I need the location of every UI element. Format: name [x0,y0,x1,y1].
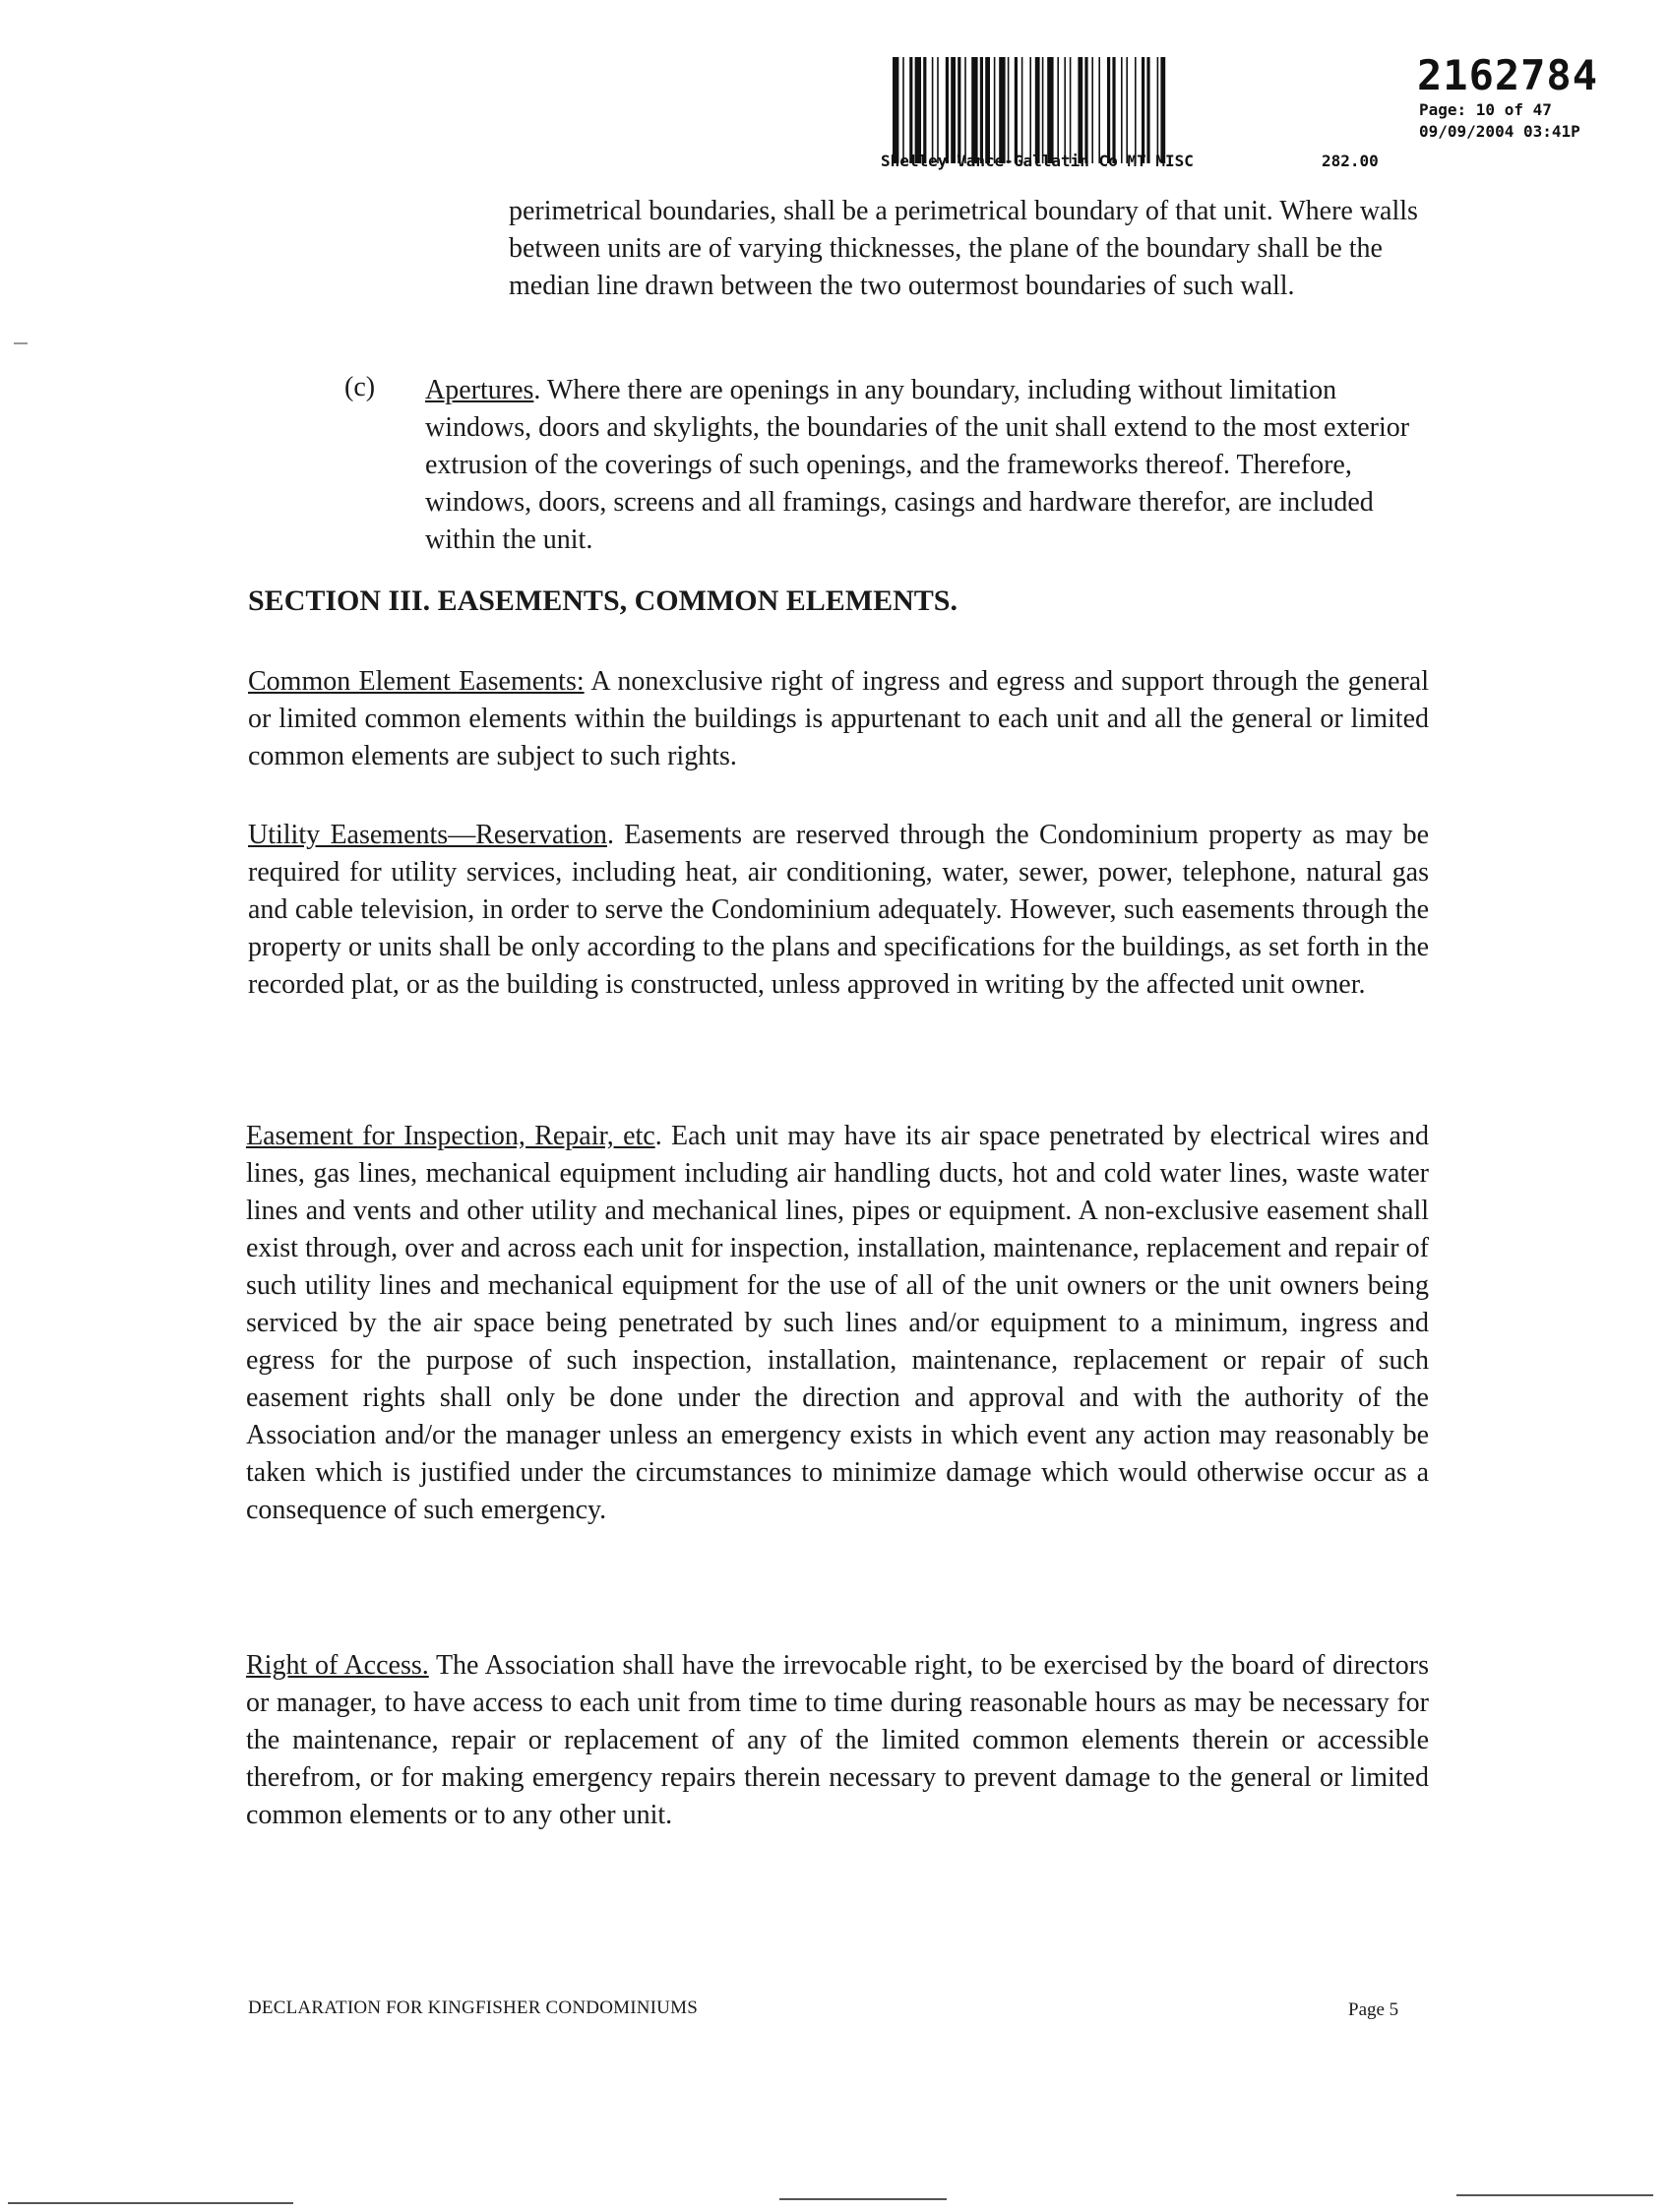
recording-stamp [881,47,1648,175]
barcode-bar [932,57,934,163]
item-c-text: . Where there are openings in any boundary, including without limitation windows, doors and skylights, the boundaries of the unit shall extend to the most exterior extrusion of the coverings of such openings, and the frameworks thereof. Therefore, windows, doors, screens and all framings, casings and hardware therefor, are included within the unit. [425,375,1410,555]
barcode-bar [1064,57,1066,163]
scan-mark [14,342,28,344]
barcode-bar [1126,57,1128,163]
item-c-label: (c) [344,372,376,402]
recording-datetime: 09/09/2004 03:41P [1419,122,1580,141]
paragraph-utility-easements [248,817,1429,1004]
barcode-bar [1008,57,1010,163]
paragraph-right-of-access [246,1647,1429,1834]
barcode-bar [958,57,960,163]
barcode-bar [1135,57,1137,163]
barcode-bar [1015,57,1018,163]
barcode-bar [1029,57,1031,163]
paragraph-common-element-easements [248,663,1429,775]
barcode-bar [1035,57,1040,163]
barcode-bar [980,57,983,163]
barcode-bar [985,57,990,163]
paragraph-easement-inspection [246,1118,1429,1529]
document-number: 2162784 [1417,51,1599,99]
barcode-bar [1146,57,1149,163]
barcode-bar [909,57,912,163]
scan-line [779,2198,947,2200]
barcode-bar [915,57,921,163]
footer-page-number: Page 5 [1348,1999,1399,2020]
barcode-bar [1098,57,1100,163]
barcode-bar [937,57,939,163]
barcode-bar [1142,57,1144,163]
recorder-name: Shelley Vance-Gallatin Co MT MISC [881,152,1194,170]
paragraph-text: A nonexclusive right of ingress and egress and support through the general or limited common elements within the buildings is appurtenant to each unit and all the general or limited common elements are subject to such rights. [248,666,1429,771]
barcode-bar [1121,57,1123,163]
barcode-bar [1078,57,1082,163]
barcode [893,57,1404,163]
barcode-bar [1057,57,1059,163]
barcode-bar [964,57,966,163]
item-c-title: Apertures [425,375,534,405]
barcode-bar [893,57,898,163]
barcode-bar [902,57,904,163]
barcode-bar [1112,57,1115,163]
barcode-bar [971,57,977,163]
paragraph-title: Utility Easements—Reservation [248,820,607,850]
paragraph-text: . Easements are reserved through the Condominium property as may be required for utility services, including heat, air conditioning, water, sewer, power, telephone, natural gas and cable television, in order to serve the Condominium adequately. However, such easements through the property or units shall be only according to the plans and specifications for the buildings, as set forth in the recorded plat, or as the building is constructed, unless approved in writing by the affected unit owner. [248,820,1429,1000]
paragraph-title: Easement for Inspection, Repair, etc [246,1121,655,1151]
paragraph-title: Right of Access. [246,1650,429,1681]
item-c-apertures [425,372,1429,559]
barcode-bar [1047,57,1053,163]
paragraph-text: . Each unit may have its air space penetrated by electrical wires and lines, gas lines, mechanical equipment including air handling ducts, hot and cold water lines, waste water lines and vents and other utility and mechanical lines, pipes or equipment. A non-exclusive easement shall exist through, over and across each unit for inspection, installation, maintenance, replacement and repair of such utility lines and mechanical equipment for the use of all of the unit owners or the unit owners being serviced by the air space being penetrated by such lines and/or equipment to a minimum, ingress and egress for the purpose of such inspection, installation, maintenance, replacement or repair of such easement rights shall only be done under the direction and approval and with the authority of the Association and/or the manager unless an emergency exists in which event any action may reasonably be taken which is justified under the circumstances to minimize damage which would otherwise occur as a consequence of such emergency. [246,1121,1429,1525]
scan-line [1456,2194,1653,2196]
barcode-bar [946,57,949,163]
barcode-bar [1042,57,1044,163]
barcode-bar [1070,57,1072,163]
scan-line [8,2202,293,2204]
barcode-bar [999,57,1005,163]
footer-document-title: DECLARATION FOR KINGFISHER CONDOMINIUMS [248,1997,698,2018]
continued-paragraph: perimetrical boundaries, shall be a perimetrical boundary of that unit. Where walls between units are of varying thicknesses, the plane of the boundary shall be the median line drawn between the two outermost boundaries of such wall. [509,196,1418,301]
barcode-bar [1107,57,1110,163]
barcode-bar [1160,57,1165,163]
barcode-bar [1084,57,1087,163]
page-count: Page: 10 of 47 [1419,100,1552,119]
barcode-bar [1021,57,1023,163]
barcode-bar [1157,57,1159,163]
barcode-bar [994,57,996,163]
recording-fee: 282.00 [1322,152,1379,170]
barcode-bar [1091,57,1093,163]
barcode-bar [923,57,926,163]
paragraph-title: Common Element Easements: [248,666,585,697]
section-heading: SECTION III. EASEMENTS, COMMON ELEMENTS. [248,584,958,617]
paragraph-text: The Association shall have the irrevocable right, to be exercised by the board of directors or manager, to have access to each unit from time to time during reasonable hours as may be necessary for the maintenance, repair or replacement of any of the limited common elements therein or accessible therefrom, or for making emergency repairs therein necessary to prevent damage to the general or limited common elements or to any other unit. [246,1650,1429,1830]
barcode-bar [951,57,956,163]
